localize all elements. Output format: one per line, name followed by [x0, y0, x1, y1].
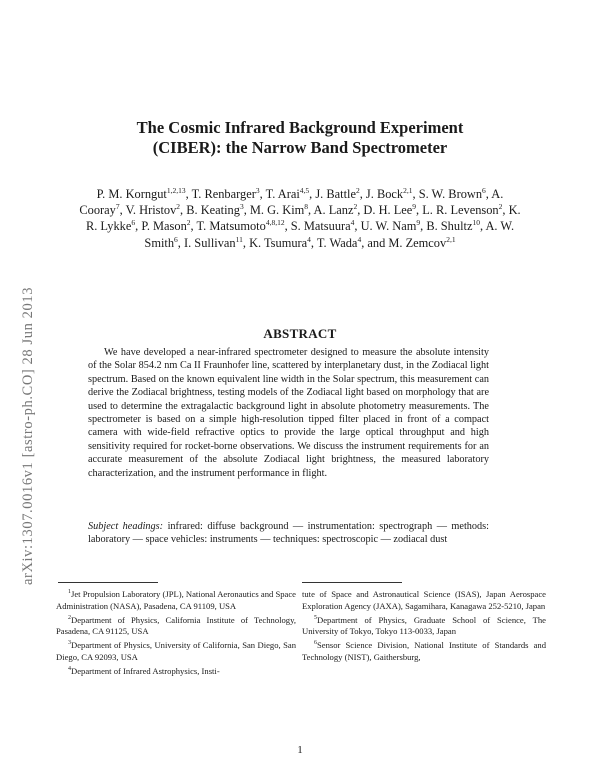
author-name: T. Arai — [265, 187, 300, 201]
author — [126, 203, 180, 217]
subject-headings-text: infrared: diffuse background — instrumentation: spectrograph — methods: laboratory — space vehicles: instruments — techniques: spectroscopic — zodiacal dust — [88, 521, 490, 546]
author-affiliation: 4,8,12 — [265, 218, 285, 228]
author — [250, 203, 308, 217]
author — [141, 219, 190, 233]
author-name: L. R. Levenson — [422, 203, 499, 218]
author — [314, 203, 358, 217]
author-name: K. R. Lykke — [85, 203, 521, 234]
author-list — [74, 186, 526, 251]
author-separator: , — [309, 187, 316, 201]
footnote-text: Department of Physics, California Institute of Technology, Pasadena, CA 91125, USA — [56, 614, 296, 637]
author — [363, 203, 416, 217]
author-affiliation: 4 — [350, 218, 355, 228]
author-name: P. Mason — [141, 219, 187, 234]
author-affiliation: 7 — [115, 202, 120, 212]
author-affiliation: 11 — [235, 234, 243, 244]
author-name: P. M. Korngut — [96, 187, 167, 201]
author-separator: , — [420, 219, 427, 234]
footnote — [56, 615, 296, 639]
author-name: B. Shultz — [426, 219, 473, 234]
abstract-heading: ABSTRACT — [263, 326, 337, 341]
author-affiliation: 2 — [498, 202, 503, 212]
footnote-number: 1 — [68, 589, 71, 596]
author-affiliation: 4 — [307, 234, 311, 244]
author-name: J. Battle — [315, 187, 356, 201]
author — [361, 219, 421, 233]
footnote-number: 3 — [68, 640, 71, 647]
author-separator: , — [259, 187, 266, 201]
author-separator: , — [412, 187, 419, 201]
title-line-1: The Cosmic Infrared Background Experiment — [136, 118, 464, 137]
author-name: J. Bock — [365, 187, 404, 201]
author-separator: , — [354, 219, 361, 234]
author-separator: , — [284, 219, 291, 234]
author — [184, 236, 243, 250]
footnotes-left-column — [56, 589, 296, 680]
author-affiliation: 8 — [304, 202, 309, 212]
author-separator: , — [485, 187, 492, 201]
author-name: K. Tsumura — [249, 235, 308, 250]
author-separator: , — [357, 203, 364, 218]
author-separator: , — [416, 203, 423, 218]
author-separator: , — [180, 203, 187, 218]
arxiv-stamp — [20, 195, 34, 585]
author-name: T. Wada — [316, 235, 358, 250]
footnote-text: Department of Infrared Astrophysics, Insti- — [71, 665, 220, 676]
footnote-rule-left — [58, 582, 158, 583]
footnote — [302, 615, 546, 639]
footnote — [56, 666, 296, 678]
footnote-text: Jet Propulsion Laboratory (JPL), National Aeronautics and Space Administration (NASA), Pasadena, CA 91109, USA — [56, 589, 296, 611]
author — [366, 187, 413, 201]
author — [249, 236, 311, 250]
author-separator: , — [359, 187, 366, 201]
author-affiliation: 10 — [472, 218, 480, 228]
author-name: M. G. Kim — [249, 203, 305, 218]
author-separator: , and — [361, 235, 389, 250]
author-affiliation: 2 — [176, 202, 181, 212]
subject-headings — [88, 520, 489, 547]
author-separator: , — [310, 235, 317, 250]
footnote-rule-right — [302, 582, 402, 583]
author-separator: , — [135, 219, 142, 234]
author-affiliation: 2 — [355, 185, 360, 195]
author — [97, 187, 186, 201]
author-name: A. W. Smith — [144, 219, 515, 250]
author-name: U. W. Nam — [360, 219, 417, 234]
author-name: A. Lanz — [313, 203, 354, 218]
author-name: A. Cooray — [79, 187, 504, 218]
author — [317, 236, 361, 250]
author-name: T. Matsumoto — [196, 219, 266, 234]
footnote — [56, 640, 296, 664]
author-separator: , — [502, 203, 509, 218]
footnote-number: 5 — [314, 614, 317, 621]
footnote-text: Department of Physics, Graduate School of Science, The University of Tokyo, Tokyo 113-0033, Japan — [302, 614, 546, 637]
author — [186, 203, 243, 217]
author-separator: , — [119, 203, 126, 218]
footnote-number: 6 — [314, 640, 317, 647]
author — [419, 187, 486, 201]
author-affiliation: 9 — [412, 202, 417, 212]
author-name: S. W. Brown — [418, 187, 483, 201]
author-name: S. Matsuura — [290, 219, 351, 234]
footnote-text: Department of Physics, University of California, San Diego, San Diego, CA 92093, USA — [56, 640, 296, 662]
author-separator: , — [190, 219, 197, 234]
footnote-number: 2 — [68, 614, 71, 621]
author-separator: , — [308, 203, 314, 218]
author — [426, 219, 480, 233]
footnote — [302, 589, 546, 613]
author-name: D. H. Lee — [363, 203, 413, 218]
author — [192, 187, 260, 201]
author-separator: , — [185, 187, 192, 201]
author — [422, 203, 502, 217]
author-affiliation: 6 — [131, 218, 136, 228]
author-separator: , — [243, 203, 250, 218]
author — [291, 219, 355, 233]
author-affiliation: 3 — [239, 202, 244, 212]
author-affiliation: 2 — [186, 218, 191, 228]
author — [315, 187, 359, 201]
arxiv-stamp-text: arXiv:1307.0016v1 [astro-ph.CO] 28 Jun 2013 — [20, 286, 36, 585]
author-name: V. Hristov — [125, 203, 177, 218]
author-separator: , — [479, 219, 486, 234]
abstract-body: We have developed a near-infrared spectrometer designed to measure the absolute intensity of the Solar 854.2 nm Ca II Fraunhofer line, scattered by interplanetary dust, in the Zodiacal light spectrum. Based on the known equivalent line width in the Solar spectrum, this measurement can derive the Zodiacal brightness, testing models of the Zodiacal light based on morphology that are used to determine the extragalactic background light in absolute photometry measurements. The spectrometer is based on a simple high-resolution tipped filter placed in front of a compact camera with wide-field refractive optics to provide the large optical throughput and high sensitivity required for rocket-borne observations. We discuss the instrument requirements for an accurate measurement of the absolute Zodiacal light brightness, the measured laboratory characterization, and the instrument performance in flight. — [88, 347, 489, 479]
author-affiliation: 6 — [174, 234, 178, 244]
author-affiliation: 1,2,13 — [166, 185, 186, 195]
footnotes-right-column — [302, 589, 546, 666]
page-number: 1 — [297, 744, 303, 756]
title-line-2: (CIBER): the Narrow Band Spectrometer — [152, 138, 448, 157]
subject-headings-label: Subject headings: — [88, 521, 164, 532]
author-affiliation: 6 — [482, 185, 486, 195]
author-affiliation: 2,1 — [446, 234, 456, 244]
author-affiliation: 3 — [255, 185, 260, 195]
footnote — [56, 589, 296, 613]
footnote-number: 4 — [68, 665, 71, 672]
author-affiliation: 2 — [353, 202, 358, 212]
author-separator: , — [177, 235, 184, 250]
footnote-text: tute of Space and Astronautical Science (ISAS), Japan Aerospace Exploration Agency (JAXA), Sagamihara, Kanagawa 252-5210, Japan — [302, 589, 546, 611]
author — [388, 236, 455, 250]
author-name: B. Keating — [186, 203, 240, 218]
author-affiliation: 2,1 — [403, 185, 413, 195]
footnote — [302, 640, 546, 664]
author — [197, 219, 285, 233]
paper-title — [80, 118, 520, 158]
author-name: I. Sullivan — [183, 235, 236, 250]
author — [266, 187, 310, 201]
author-name: M. Zemcov — [388, 235, 447, 250]
author-affiliation: 4,5 — [299, 185, 310, 195]
author-separator: , — [242, 235, 250, 250]
footnote-text: Sensor Science Division, National Institute of Standards and Technology (NIST), Gaithersburg, — [302, 640, 546, 662]
author-affiliation: 9 — [416, 218, 421, 228]
author-name: T. Renbarger — [191, 187, 256, 201]
author-affiliation: 4 — [357, 234, 362, 244]
